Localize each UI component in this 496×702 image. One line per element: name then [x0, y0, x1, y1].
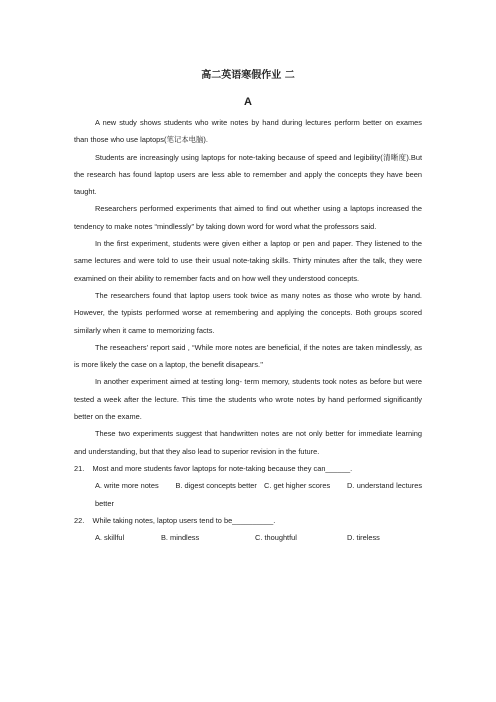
document-title: 高二英语寒假作业 二 — [201, 70, 295, 81]
option-d: D. understand lectures better — [95, 481, 423, 508]
paragraph: The researchers found that laptop users took twice as many notes as those who wrote by hand. However, the typists performed worse at remembering and applying the concepts. Both groups scored similarly when it came to memorizing facts. — [74, 290, 422, 335]
paragraph: A new study shows students who write notes by hand during lectures perform better on exames than those who use laptops(笔记本电脑). — [74, 118, 422, 145]
option-c: C. thoughtful — [255, 533, 297, 543]
paragraph: The reseachers’ report said , “While more notes are beneficial, if the notes are taken mindlessly, as is more likely the case on a laptop, the benefit disapears.’’ — [74, 342, 422, 370]
question-22-options — [74, 529, 422, 546]
paragraph: Researchers performed experiments that aimed to find out whether using a laptops increased the tendency to make notes “mindlessly” by taking down word for word what the professors said. — [74, 204, 422, 231]
option-a: A. skillful — [95, 533, 125, 543]
option-a: A. write more notes — [95, 481, 159, 491]
paragraph: In another experiment aimed at testing long- term memory, students took notes as before but were tested a week after the lecture. This time the students who wrote notes by hand performed significantly better on the exame. — [74, 377, 422, 422]
paragraph: Students are increasingly using laptops for note-taking because of speed and legibility(清晰度).But the research has found laptop users are less able to remember and apply the concepts they have been taught. — [74, 152, 422, 197]
paragraph: These two experiments suggest that handwritten notes are not only better for immediate learning and understanding, but that they also lead to superior revision in the future. — [74, 429, 422, 456]
document-body — [74, 114, 422, 546]
option-c: C. get higher scores — [264, 481, 331, 491]
question-21-options — [74, 477, 422, 512]
question-22-stem: 22. While taking notes, laptop users tend to be__________. — [74, 515, 276, 525]
option-b: B. mindless — [161, 533, 200, 543]
question-21-stem: 21. Most and more students favor laptops for note-taking because they can______. — [74, 463, 353, 473]
option-b: B. digest concepts better — [175, 481, 257, 491]
paragraph: In the first experiment, students were given either a laptop or pen and paper. They listened to the same lectures and were told to use their usual note-taking skills. Thirty minutes after the talk, they were examined on their ability to remember facts and on how well they understood concepts. — [74, 239, 422, 283]
option-d: D. tireless — [347, 533, 380, 543]
section-heading: A — [244, 96, 252, 108]
